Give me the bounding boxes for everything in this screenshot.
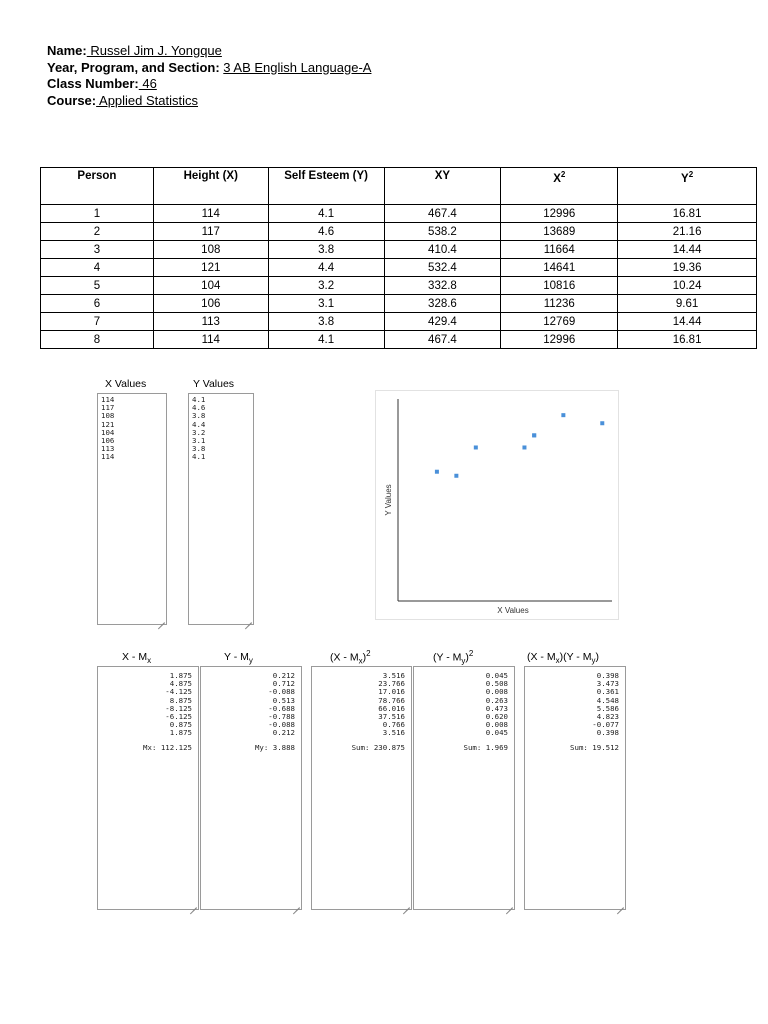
header-y-sq-sub: y [461,656,466,666]
value-line: -0.088 [268,720,295,730]
value-line: -0.788 [268,712,295,722]
data-point [522,445,526,449]
mean-x: Mx: 112.125 [143,742,192,752]
value-line: 1.875 [169,728,192,738]
cell-xy: 467.4 [384,205,501,223]
resize-grip-icon[interactable] [617,901,624,908]
cell-y-squared: 9.61 [618,295,757,313]
value-line: 4.1 [192,452,206,462]
cell-person: 8 [41,331,154,349]
course-line [47,93,371,110]
resize-grip-icon[interactable] [293,901,300,908]
value-line: 1.875 [169,671,192,680]
value-line: 0.473 [485,703,508,713]
table-header-row [41,168,757,205]
header-x-dev-sub: x [147,656,152,666]
header-y-dev-sub: y [248,656,253,666]
value-line: 23.766 [378,679,405,689]
data-point [435,470,439,474]
value-line: 4.4 [192,419,206,429]
value-line: -0.077 [592,720,619,730]
value-line: 121 [101,419,115,429]
resize-grip-icon[interactable] [506,901,513,908]
mean-y: My: 3.888 [254,742,295,752]
header-height: Height (X) [153,168,268,205]
value-line: 3.516 [382,728,405,738]
header-x-sq-text: (X - M [330,651,359,664]
cell-self-esteem: 3.1 [268,295,384,313]
cell-height: 117 [153,223,268,241]
y-deviation-textarea[interactable] [200,666,302,910]
x-values-textarea[interactable] [97,393,167,625]
header-xy: XY [384,168,501,205]
cell-person: 3 [41,241,154,259]
header-product-sub-x: x [555,656,560,666]
student-info [47,43,371,109]
section-line [47,60,371,77]
resize-grip-icon[interactable] [403,901,410,908]
value-line: 4.1 [192,395,206,404]
name-line [47,43,371,60]
value-line: 0.875 [169,720,192,730]
value-line: 8.875 [169,695,192,705]
header-y-squared-base: Y [681,172,689,185]
resize-grip-icon[interactable] [245,616,252,623]
value-line: 0.513 [272,695,295,705]
value-line: 0.263 [485,695,508,705]
cell-self-esteem: 4.4 [268,259,384,277]
header-y-dev [224,651,253,665]
cell-xy: 538.2 [384,223,501,241]
cell-xy: 410.4 [384,241,501,259]
x-axis-label: X Values [497,606,529,615]
cell-y-squared: 14.44 [618,241,757,259]
data-point [600,421,604,425]
header-product-sub-y: y [591,656,596,666]
class-line [47,76,371,93]
cell-x-squared: 12996 [501,205,618,223]
value-line: 4.875 [169,679,192,689]
value-line: 0.712 [272,679,295,689]
header-self-esteem: Self Esteem (Y) [268,168,384,205]
value-line: 3.473 [596,679,619,689]
cell-self-esteem: 3.8 [268,313,384,331]
cell-height: 106 [153,295,268,313]
value-line: 0.045 [485,671,508,680]
table-row [41,259,757,277]
value-line: 4.6 [192,403,206,413]
cell-y-squared: 16.81 [618,331,757,349]
value-line: 117 [101,403,115,413]
value-line: 114 [101,452,115,462]
product-deviation-text [525,667,625,738]
cell-xy: 429.4 [384,313,501,331]
value-line: 0.008 [485,687,508,697]
value-line: 0.508 [485,679,508,689]
sum-product: Sum: 19.512 [570,742,619,752]
header-x-squared-exp: 2 [560,170,566,179]
cell-height: 113 [153,313,268,331]
table-row [41,331,757,349]
x-squared-deviation-textarea[interactable] [311,666,412,910]
class-label: Class Number: [47,76,139,91]
value-line: -0.688 [268,703,295,713]
data-point [474,445,478,449]
cell-y-squared: 14.44 [618,313,757,331]
table-body [41,205,757,349]
data-table [40,167,757,349]
header-y-sq-exp: 2 [468,649,474,658]
data-point [454,474,458,478]
value-line: 78.766 [378,695,405,705]
x-deviation-text [98,667,198,738]
x-values-label: X Values [105,378,147,390]
cell-person: 1 [41,205,154,223]
cell-height: 114 [153,331,268,349]
value-line: 114 [101,395,115,404]
class-value: 46 [138,76,157,91]
value-line: 4.548 [596,695,619,705]
value-line: 3.1 [192,436,206,446]
cell-x-squared: 11236 [501,295,618,313]
x-squared-deviation-text [312,667,411,738]
y-axis-label: Y Values [384,484,393,516]
value-line: -4.125 [165,687,192,697]
value-line: 0.008 [485,720,508,730]
cell-person: 5 [41,277,154,295]
cell-person: 6 [41,295,154,313]
cell-self-esteem: 4.6 [268,223,384,241]
x-values-text [98,394,166,464]
header-y-dev-text: Y - M [224,651,249,663]
value-line: 3.516 [382,671,405,680]
cell-xy: 328.6 [384,295,501,313]
header-y-sq [433,649,473,666]
header-x-sq-sub: x [358,656,363,666]
header-x-squared [501,168,618,205]
scatter-chart [375,390,619,620]
sum-x-squared: Sum: 230.875 [351,742,405,752]
value-line: 17.016 [378,687,405,697]
header-y-sq-text: (Y - M [433,651,462,664]
cell-x-squared: 12769 [501,313,618,331]
y-squared-deviation-textarea[interactable] [413,666,515,910]
value-line: 108 [101,411,115,421]
cell-y-squared: 21.16 [618,223,757,241]
cell-person: 2 [41,223,154,241]
course-label: Course: [47,92,97,108]
value-line: 3.8 [192,444,206,454]
cell-x-squared: 10816 [501,277,618,295]
value-line: 4.823 [596,712,619,722]
course-value: Applied Statistics [96,92,199,108]
data-point [561,413,565,417]
header-product-text: (X - M [527,651,556,663]
sum-y-squared: Sum: 1.969 [463,742,508,752]
table-row [41,241,757,259]
value-line: 113 [101,444,115,454]
cell-self-esteem: 3.8 [268,241,384,259]
value-line: 0.620 [485,712,508,722]
cell-xy: 467.4 [384,331,501,349]
header-product-close: ) [595,651,599,663]
value-line: 0.398 [596,671,619,680]
value-line: 3.8 [192,411,206,421]
cell-person: 4 [41,259,154,277]
cell-y-squared: 16.81 [618,205,757,223]
header-x-sq [330,649,371,666]
value-line: 0.361 [596,687,619,697]
header-product-mid: )(Y - M [559,651,592,663]
header-x-sq-exp: 2 [366,649,371,658]
name-label: Name: [47,43,87,58]
cell-x-squared: 11664 [501,241,618,259]
cell-self-esteem: 4.1 [268,331,384,349]
header-x-dev [122,651,151,665]
y-squared-deviation-text [414,667,514,738]
value-line: 5.586 [596,703,619,713]
header-x-sq-close: ) [362,651,367,664]
value-line: 3.2 [192,427,206,437]
y-values-text [189,394,253,464]
value-line: -6.125 [165,712,192,722]
value-line: 0.212 [272,671,295,680]
section-value: 3 AB English Language-A [223,59,372,75]
table-row [41,223,757,241]
header-product [527,651,599,665]
value-line: -0.088 [268,687,295,697]
header-person: Person [41,168,154,205]
cell-height: 114 [153,205,268,223]
section-label: Year, Program, and Section: [47,59,220,75]
table-row [41,313,757,331]
cell-height: 104 [153,277,268,295]
cell-self-esteem: 3.2 [268,277,384,295]
header-x-dev-text: X - M [122,651,148,663]
scatter-chart-svg [376,391,618,619]
resize-grip-icon[interactable] [158,616,165,623]
table-row [41,205,757,223]
header-x-squared-base: X [553,172,561,185]
value-line: 0.398 [596,728,619,738]
x-deviation-textarea[interactable] [97,666,199,910]
cell-self-esteem: 4.1 [268,205,384,223]
y-values-textarea[interactable] [188,393,254,625]
cell-xy: 532.4 [384,259,501,277]
table-row [41,277,757,295]
cell-y-squared: 19.36 [618,259,757,277]
cell-xy: 332.8 [384,277,501,295]
value-line: 0.212 [272,728,295,738]
cell-x-squared: 12996 [501,331,618,349]
header-y-sq-close: ) [465,651,469,664]
table-row [41,295,757,313]
data-point [532,433,536,437]
value-line: 0.045 [485,728,508,738]
y-values-label: Y Values [193,378,235,390]
value-line: 66.016 [378,703,405,713]
cell-height: 108 [153,241,268,259]
cell-y-squared: 10.24 [618,277,757,295]
value-line: 104 [101,427,115,437]
y-deviation-text [201,667,301,738]
cell-x-squared: 13689 [501,223,618,241]
product-deviation-textarea[interactable] [524,666,626,910]
name-value: Russel Jim J. Yongque [86,43,222,58]
resize-grip-icon[interactable] [190,901,197,908]
cell-person: 7 [41,313,154,331]
cell-height: 121 [153,259,268,277]
header-y-squared-exp: 2 [688,170,694,179]
header-y-squared [618,168,757,205]
value-line: 0.766 [382,720,405,730]
cell-x-squared: 14641 [501,259,618,277]
value-line: 37.516 [378,712,405,722]
value-line: -8.125 [165,703,192,713]
value-line: 106 [101,436,115,446]
